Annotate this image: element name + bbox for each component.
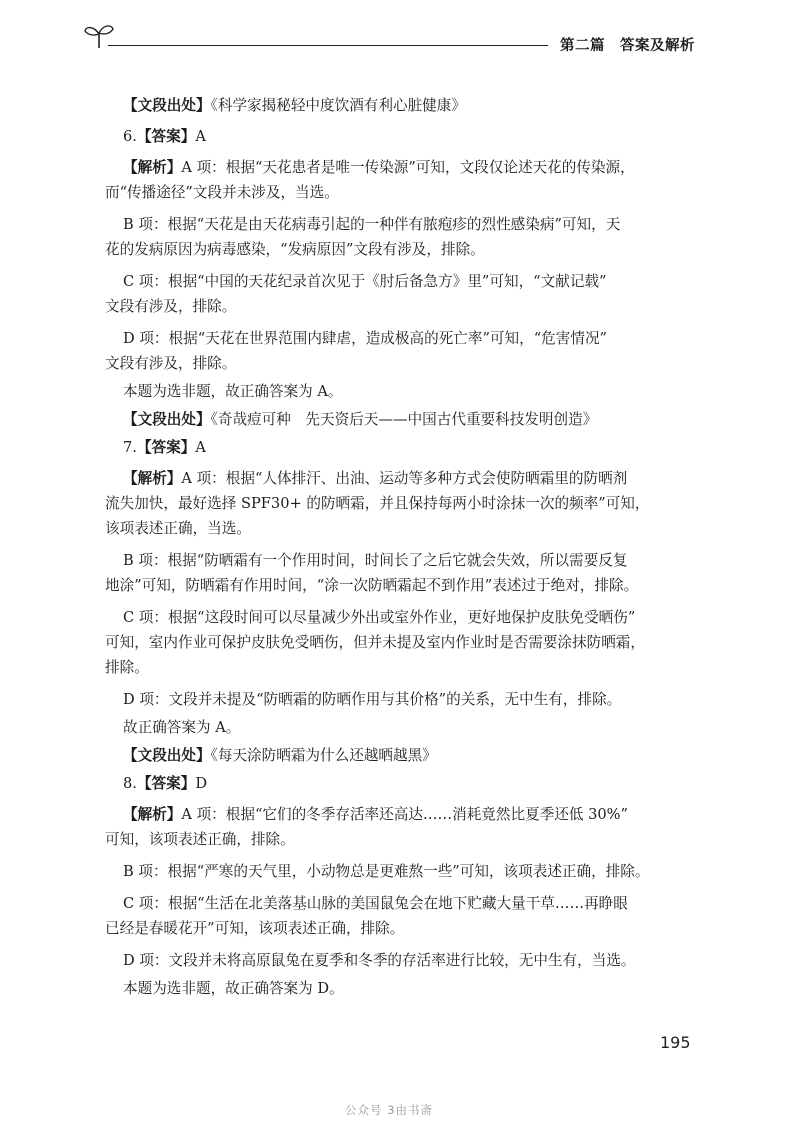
analysis-text: A 项：根据“天花患者是唯一传染源”可知，文段仅论述天花的传染源， [181,159,635,176]
text-line: B 项：根据“防晒霜有一个作用时间，时间长了之后它就会失效，所以需要反复 [123,552,628,569]
answer-value: A [195,439,206,456]
text-line: 文段有涉及，排除。 [105,298,237,315]
text-line: C 项：根据“这段时间可以尽量减少外出或室外作业，更好地保护皮肤免受晒伤” [123,609,636,626]
text-line: 而“传播途径”文段并未涉及，当选。 [105,184,339,201]
text-line: C 项：根据“生活在北美落基山脉的美国鼠兔会在地下贮藏大量干草……再睁眼 [123,895,628,912]
answer-line-8 [105,771,695,796]
text-line: 已经是春暖花开”可知，该项表述正确，排除。 [105,920,405,937]
text-line: C 项：根据“中国的天花纪录首次见于《肘后备急方》里”可知，“文献记载” [123,273,607,290]
analysis-label: 【解析】 [123,806,182,823]
text-line: D 项：文段并未将高原鼠兔在夏季和冬季的存活率进行比较，无中生有，当选。 [123,952,636,969]
text-line: D 项：文段并未提及“防晒霜的防晒作用与其价格”的关系，无中生有，排除。 [123,691,622,708]
answer-line-6 [105,124,695,149]
source-text: 《奇哉痘可种 先天资后天——中国古代重要科技发明创造》 [210,411,598,428]
text-line: 花的发病原因为病毒感染，“发病原因”文段有涉及，排除。 [105,241,485,258]
source-label: 【文段出处】 [123,97,211,114]
page-number: 195 [660,1033,691,1052]
text-line: 该项表述正确，当选。 [105,520,251,537]
analysis-label: 【解析】 [123,159,182,176]
text-line: 流失加快，最好选择 SPF30+ 的防晒霜，并且保持每两小时涂抹一次的频率”可知， [105,495,650,512]
source-line-1 [105,93,695,118]
source-label: 【文段出处】 [123,411,211,428]
answer-label: 【答案】 [136,775,196,792]
answer-value: D [195,775,208,792]
header-rule [108,45,548,46]
answer-line-7 [105,435,695,460]
text-line: 故正确答案为 A。 [123,719,241,736]
answer-label: 【答案】 [136,128,196,145]
text-line: 可知，该项表述正确，排除。 [105,831,295,848]
text-line: 可知，室内作业可保护皮肤免受晒伤，但并未提及室内作业时是否需要涂抹防晒霜， [105,634,645,651]
header-title: 第二篇 答案及解析 [560,38,695,54]
document-body [105,93,695,1001]
question-number: 7. [123,439,137,456]
source-text: 《每天涂防晒霜为什么还越晒越黑》 [210,747,437,764]
analysis-line-6 [105,155,695,180]
analysis-text: A 项：根据“人体排汗、出油、运动等多种方式会使防晒霜里的防晒剂 [181,470,628,487]
text-line: B 项：根据“天花是由天花病毒引起的一种伴有脓疱疹的烈性感染病”可知，天 [123,216,621,233]
text-line: 文段有涉及，排除。 [105,355,237,372]
source-label: 【文段出处】 [123,747,211,764]
source-line-2 [105,407,695,432]
text-line: 地涂”可知，防晒霜有作用时间，“涂一次防晒霜起不到作用”表述过于绝对，排除。 [105,577,639,594]
text-line: D 项：根据“天花在世界范围内肆虐，造成极高的死亡率”可知，“危害情况” [123,330,607,347]
analysis-line-7 [105,466,695,491]
text-line: 排除。 [105,659,149,676]
question-number: 8. [123,775,137,792]
question-number: 6. [123,128,137,145]
analysis-text: A 项：根据“它们的冬季存活率还高达……消耗竟然比夏季还低 30%” [181,806,629,823]
analysis-line-8 [105,802,695,827]
answer-label: 【答案】 [136,439,196,456]
watermark-text: 公众号 3由书斋 [345,1103,433,1117]
text-line: 本题为选非题，故正确答案为 A。 [123,383,343,400]
answer-value: A [195,128,206,145]
source-text: 《科学家揭秘轻中度饮酒有利心脏健康》 [210,97,466,114]
text-line: 本题为选非题，故正确答案为 D。 [123,980,344,997]
analysis-label: 【解析】 [123,470,182,487]
text-line: B 项：根据“严寒的天气里，小动物总是更难熬一些”可知，该项表述正确，排除。 [123,863,650,880]
source-line-3 [105,743,695,768]
